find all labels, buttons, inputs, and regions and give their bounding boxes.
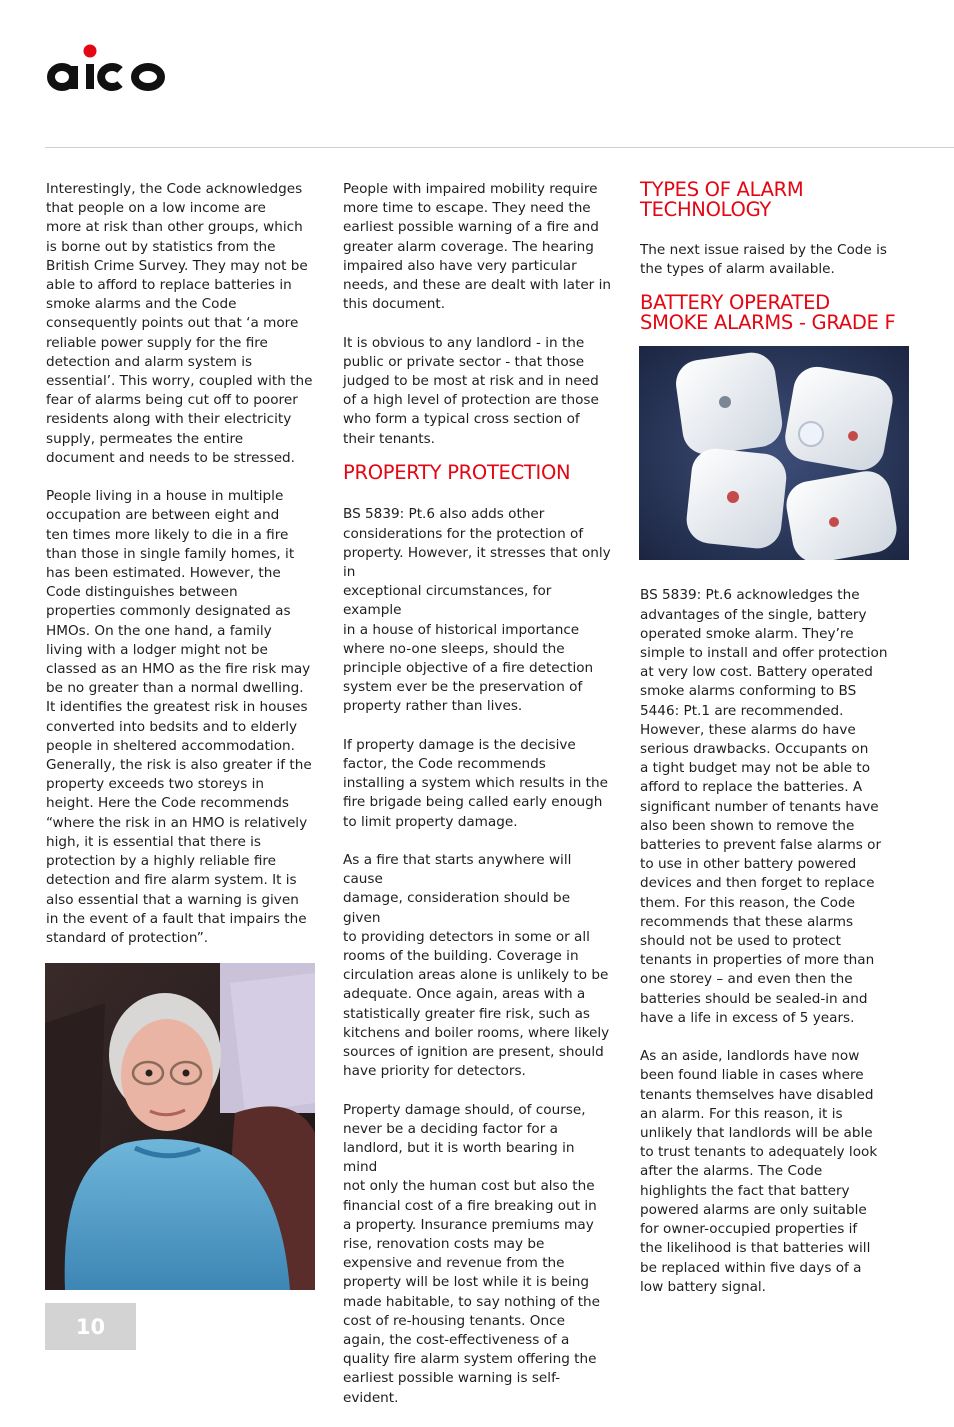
paragraph: Property damage should, of course, never be a deciding factor for a landlord, but it is worth bearing in mind not only the human cost but also the financial cost of a fire breaking out in a property. Insurance premiums may rise, renovation costs may be expensive and revenue from the property will be lost while it is being made habitable, to say nothing of the cost of re-housing tenants. Once again, the cost-effectiveness of a quality fire alarm system offering the earliest possible warning is self-evident. [343, 1101, 601, 1406]
section-heading-battery-operated: BATTERY OPERATED SMOKE ALARMS - GRADE F [640, 291, 896, 334]
column-2 [343, 180, 611, 1427]
paragraph: BS 5839: Pt.6 acknowledges the advantages of the single, battery operated smoke alarm. They’re simple to install and offer protection at very low cost. Battery operated smoke alarms conforming to BS 5446: Pt.1 are recommended. However, these alarms do have serious drawbacks. Occupants on a tight budget may not be able to afford to replace the batteries. A significant number of tenants have also been shown to remove the batteries to prevent false alarms or to use in other battery powered devices and then forget to replace them. For this reason, the Code recommends that these alarms should not be used to protect tenants in properties of more than one storey – and even then the batteries should be sealed-in and have a life in excess of 5 years. [640, 587, 888, 1026]
paragraph: As an aside, landlords have now been found liable in cases where tenants themselves have disabled an alarm. For this reason, it is unlikely that landlords will be able to trust tenants to adequately look after the alarms. The Code highlights the fact that battery powered alarms are only suitable for owner-occupied properties if the likelihood is that batteries will be replaced within five days of a low battery signal. [640, 1048, 878, 1295]
paragraph: People living in a house in multiple occupation are between eight and ten times more likely to die in a fire than those in single family homes, it has been estimated. However, the Code distinguishes between properties commonly designated as HMOs. On the one hand, a family living with a lodger might not be classed as an HMO as the fire risk may be no greater than a normal dwelling. It identifies the greatest risk in houses converted into bedsits and to elderly people in sheltered accommodation. Generally, the risk is also greater if the property exceeds two storeys in height. Here the Code recommends “where the risk in an HMO is relatively high, it is essential that there is protection by a highly reliable fire detection and fire alarm system. It is also essential that a warning is given in the event of a fault that impairs the standard of protection”. [46, 488, 312, 946]
paragraph: BS 5839: Pt.6 also adds other considerations for the protection of property. However, it stresses that only in exceptional circumstances, for example in a house of historical importance where no-one sleeps, should the principle objective of a fire detection system ever be the preservation of property rather than lives. [343, 506, 611, 715]
column-1 [46, 180, 314, 967]
page-number: 10 [45, 1303, 136, 1350]
paragraph: People with impaired mobility require more time to escape. They need the earliest possible warning of a fire and greater alarm coverage. The hearing impaired also have very particular needs, and these are dealt with later in this document. [343, 181, 611, 313]
paragraph: It is obvious to any landlord - in the public or private sector - that those judged to be most at risk and in need of a high level of protection are those who form a typical cross section of their tenants. [343, 334, 599, 447]
paragraph: The next issue raised by the Code is the types of alarm available. [640, 242, 887, 278]
paragraph: As a fire that starts anywhere will cause damage, consideration should be given to providing detectors in some or all rooms of the building. Coverage in circulation areas alone is unlikely to be adequate. Once again, areas with a statistically greater fire risk, such as kitchens and boiler rooms, where likely sources of ignition are present, should have priority for detectors. [343, 851, 610, 1080]
smoke-alarms-photo [639, 346, 909, 560]
paragraph: Interestingly, the Code acknowledges that people on a low income are more at risk than other groups, which is borne out by statistics from the British Crime Survey. They may not be able to afford to replace batteries in smoke alarms and the Code consequently points out that ‘a more reliable power supply for the fire detection and alarm system is essential’. This worry, coupled with the fear of alarms being cut off to poorer residents along with their electricity supply, permeates the entire document and needs to be stressed. [46, 181, 313, 466]
elderly-woman-photo [45, 963, 315, 1290]
section-heading-types-of-alarm: TYPES OF ALARM TECHNOLOGY [640, 178, 804, 221]
aico-logo [46, 44, 168, 94]
header-divider [45, 147, 954, 148]
paragraph: If property damage is the decisive factor, the Code recommends installing a system which results in the fire brigade being called early enough to limit property damage. [343, 736, 608, 830]
section-heading-property-protection: PROPERTY PROTECTION [343, 460, 571, 484]
